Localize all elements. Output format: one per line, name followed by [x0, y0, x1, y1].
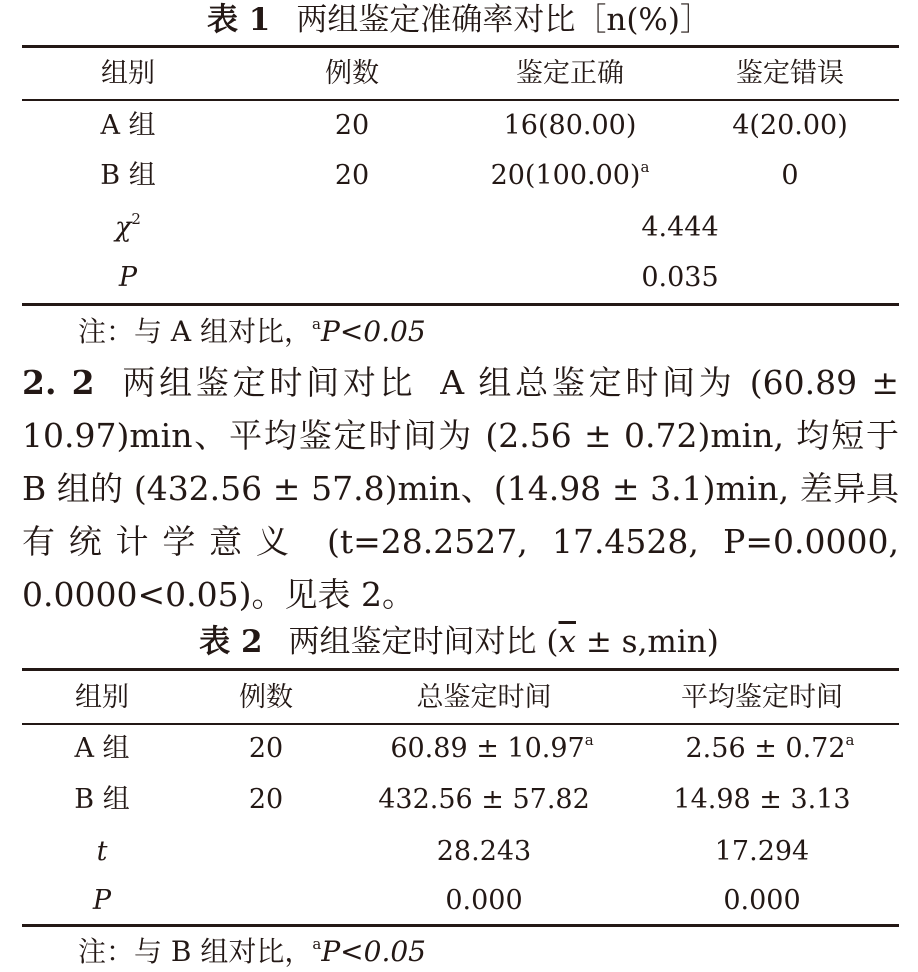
section-title: 两组鉴定时间对比 [118, 363, 417, 402]
table2-header-group: 组别 [75, 682, 129, 713]
table2-row-b-avg: 14.98 ± 3.13 [673, 784, 851, 815]
table2-note-prefix: 注：与 B 组对比， [78, 935, 313, 968]
table2-row-b-count: 20 [248, 784, 284, 815]
table1-chi-sup: 2 [131, 210, 141, 228]
table2-note-suffix: P<0.05 [321, 935, 426, 968]
table1-row-b-correct [491, 160, 650, 192]
table2-t-label: t [96, 836, 108, 867]
table2-row-a-count: 20 [248, 733, 284, 764]
table2-t-total: 28.243 [436, 836, 532, 867]
table2-header-avg: 平均鉴定时间 [681, 682, 843, 713]
table1-note-sup: a [312, 315, 321, 333]
table1-chi-label [115, 212, 141, 244]
table1-note-suffix: P<0.05 [320, 315, 426, 348]
table2-header-count: 例数 [239, 682, 293, 713]
table2-caption-tail: ± s,min) [575, 624, 719, 660]
table1-row-a-correct-value: 16(80.00) [503, 110, 637, 141]
table1-row-b-correct-value: 20(100.00) [490, 160, 641, 191]
table1-row-a-wrong: 4(20.00) [732, 110, 848, 141]
table2-row-a-avg-value: 2.56 ± 0.72 [685, 733, 846, 764]
table2-p-total: 0.000 [445, 885, 523, 916]
table1-chi-symbol: χ [115, 212, 132, 243]
table2-row-a-avg-sup: a [845, 731, 855, 749]
table2-caption-number: 表 2 [199, 624, 263, 660]
table2-row-a-total [390, 733, 593, 765]
table1-row-b-group: B 组 [100, 160, 156, 191]
table2-row-a-group: A 组 [74, 733, 130, 764]
table1-row-b-count: 20 [334, 160, 370, 191]
table1-top-rule [22, 45, 899, 48]
section-body: A 组总鉴定时间为 (60.89 ± 10.97)min、平均鉴定时间为 (2.56 ± 0.72)min, 均短于 B 组的 (432.56 ± 57.8)min、(14.98 ± 3.1)min, 差异具有统计学意义 (t=28.2527, 17.4528, P=0.0000, 0.0000<0.05)。见表 2。 [22, 363, 899, 614]
table1-row-a-group: A 组 [100, 110, 156, 141]
table2-note [78, 934, 426, 970]
table2-bottom-rule [22, 924, 899, 927]
table2-row-a-total-sup: a [584, 731, 594, 749]
table2-header-rule [22, 723, 899, 725]
table1-p-value: 0.035 [641, 262, 719, 293]
table1-chi-value: 4.444 [641, 212, 719, 243]
table1-row-a-correct [504, 110, 637, 142]
table2-p-avg: 0.000 [723, 885, 801, 916]
table1-header-count: 例数 [325, 58, 379, 89]
section-number: 2. 2 [22, 363, 95, 402]
table2-row-a-total-value: 60.89 ± 10.97 [390, 733, 585, 764]
table2-top-rule [22, 668, 899, 671]
table2-caption-xbar: $\overline{x}$ [558, 624, 576, 660]
table1-caption-text: 两组鉴定准确率对比［n(%)］ [296, 2, 711, 38]
table1-header-correct: 鉴定正确 [516, 58, 624, 89]
table2-caption [0, 622, 918, 662]
table2-caption-text: 两组鉴定时间对比 ( [288, 624, 559, 660]
table1-p-label: P [118, 262, 138, 293]
table1-caption-number: 表 1 [207, 2, 271, 38]
table2-header-total: 总鉴定时间 [416, 682, 552, 713]
table1-header-rule [22, 99, 899, 101]
table1-row-b-wrong: 0 [781, 160, 799, 191]
table1-note-prefix: 注：与 A 组对比， [78, 315, 313, 348]
table2-t-avg: 17.294 [714, 836, 810, 867]
table2-note-sup: a [312, 935, 322, 953]
table1-header-wrong: 鉴定错误 [736, 58, 844, 89]
table2-row-b-total: 432.56 ± 57.82 [378, 784, 590, 815]
table2-p-label: P [92, 885, 112, 916]
table1-note [78, 314, 426, 350]
table1-header-group: 组别 [101, 58, 155, 89]
table1-bottom-rule [22, 303, 899, 306]
section-2-2-paragraph [22, 356, 899, 621]
table1-caption [0, 0, 918, 40]
table2-row-b-group: B 组 [74, 784, 130, 815]
table1-row-a-count: 20 [334, 110, 370, 141]
table1-row-b-correct-sup: a [640, 158, 650, 176]
table2-row-a-avg [686, 733, 855, 765]
